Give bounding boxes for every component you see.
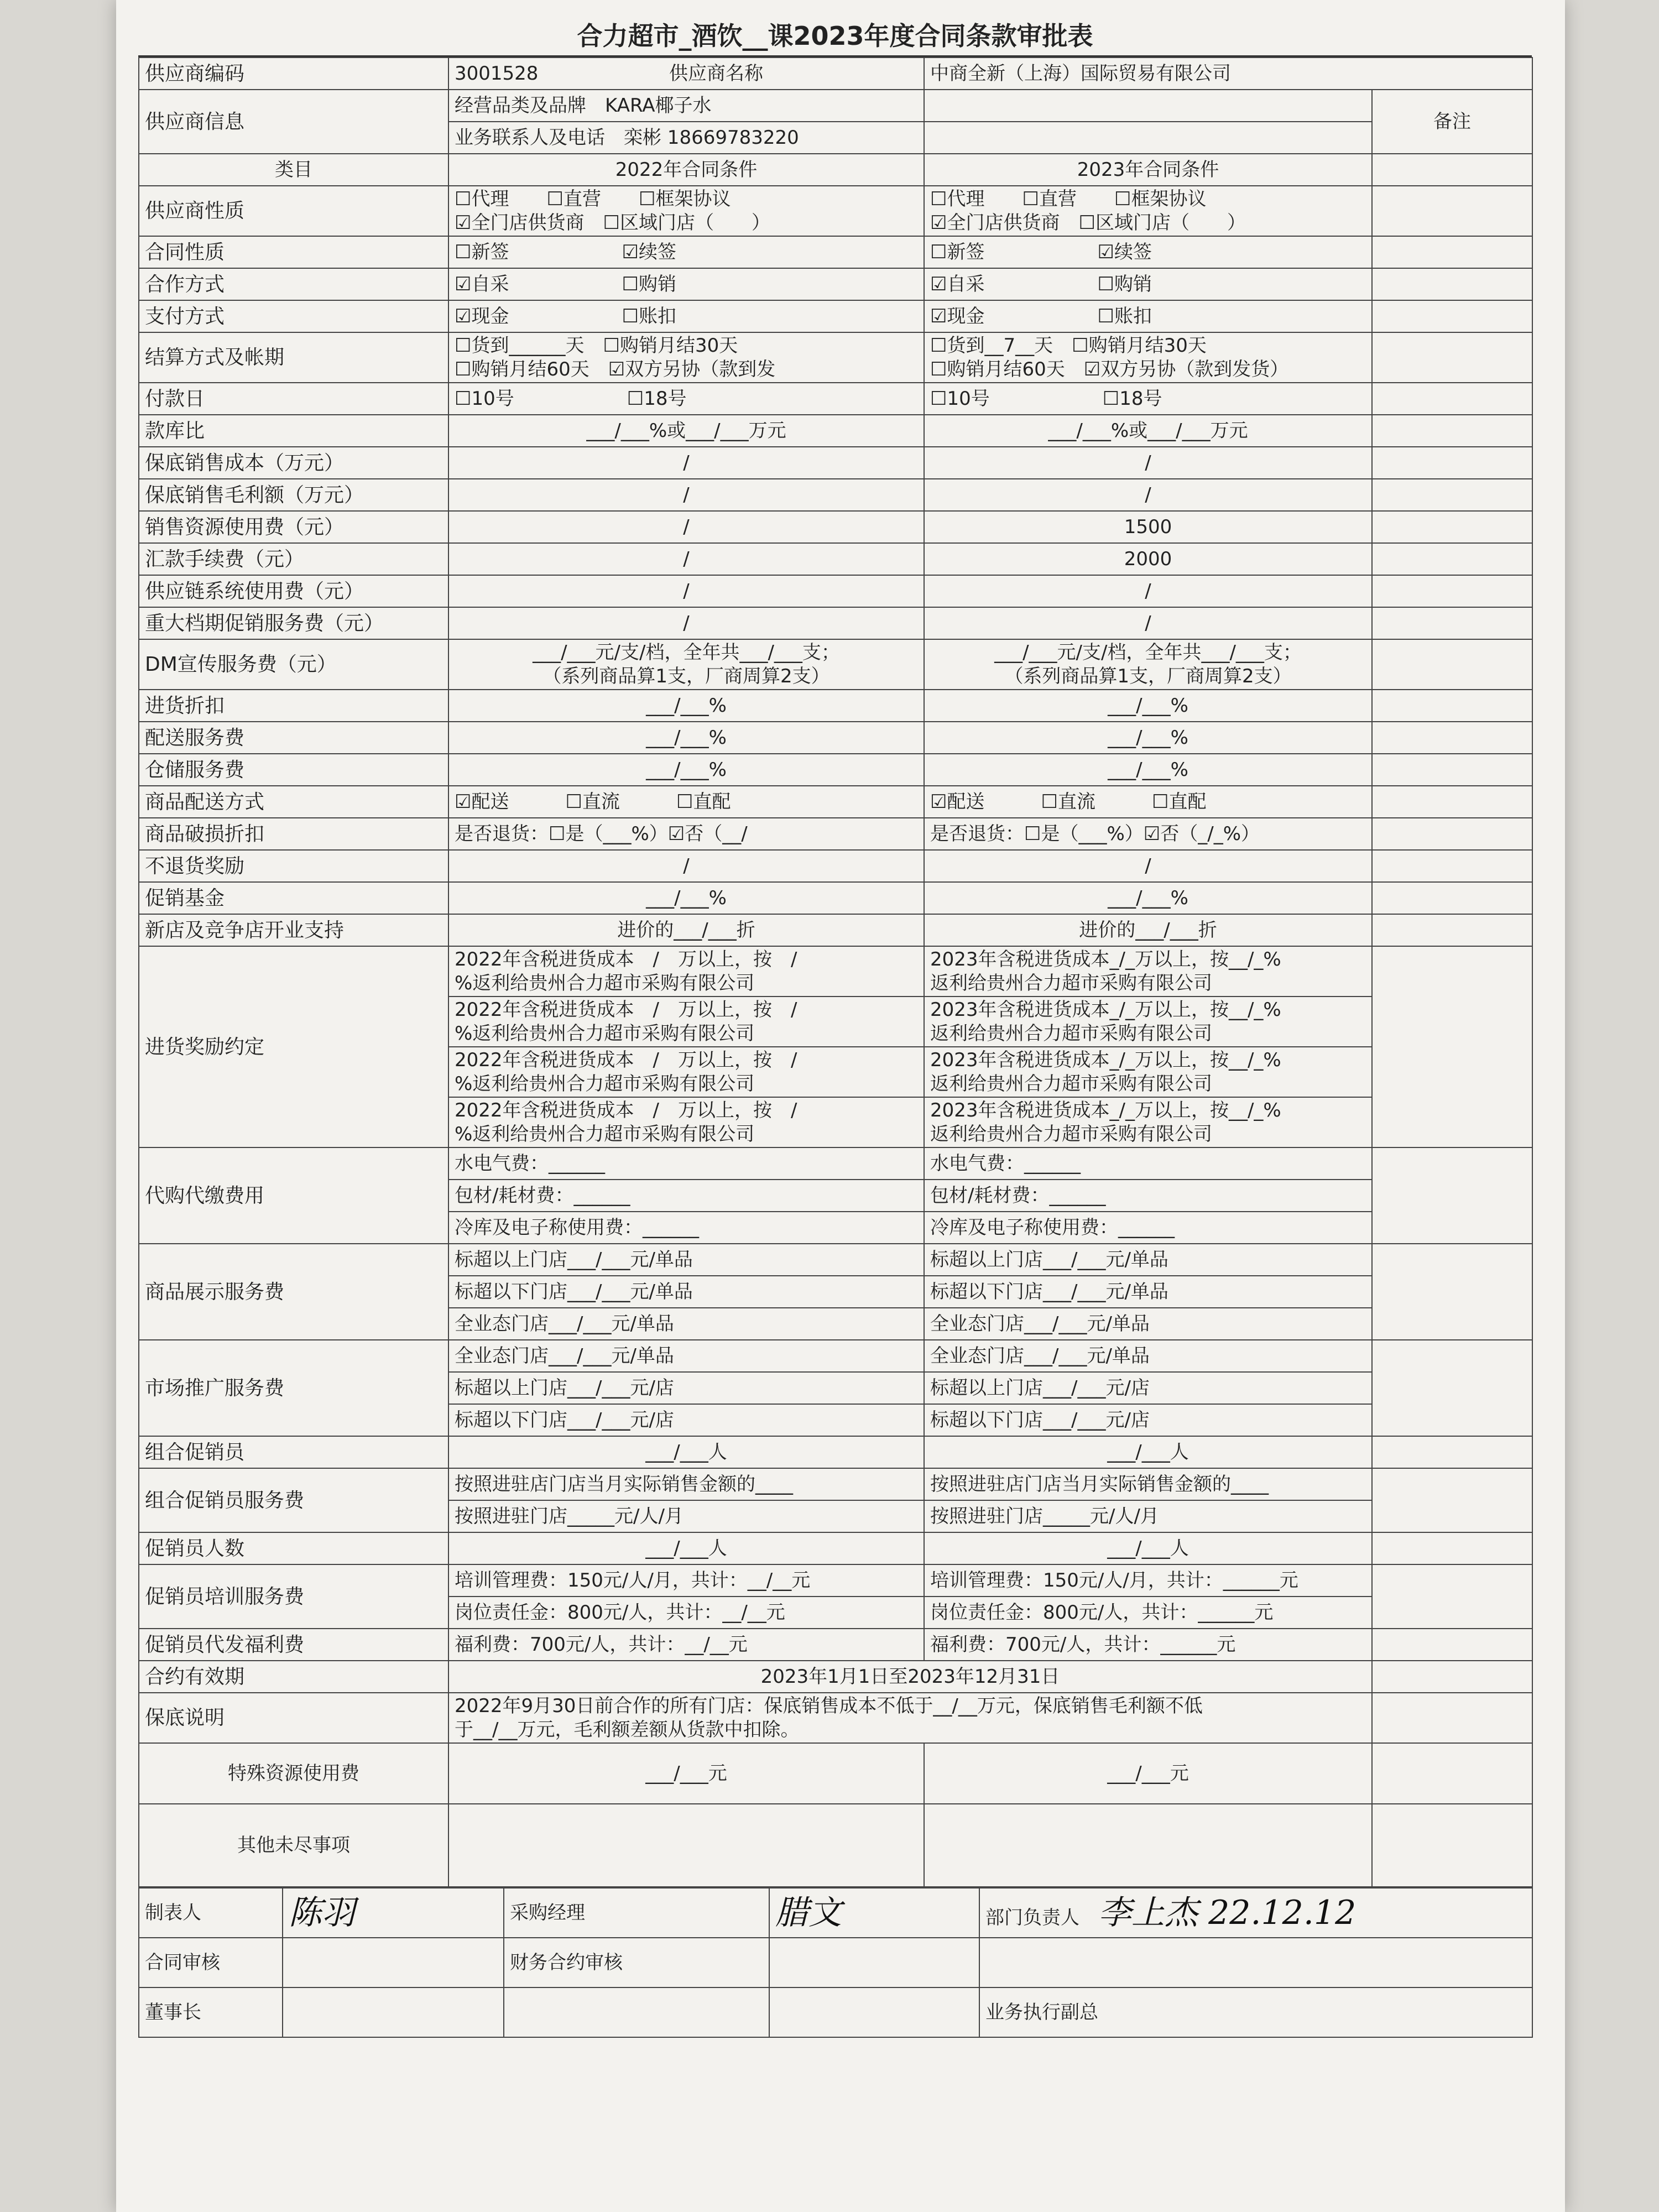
- delivery-mode-label: 商品配送方式: [139, 786, 448, 818]
- display-2022-b: 标超以下门店___/___元/单品: [448, 1276, 924, 1308]
- guarantee-line1: 2022年9月30日前合作的所有门店：保底销售成本不低于__/__万元，保底销售毛利额不低: [455, 1695, 1203, 1717]
- display-label: 商品展示服务费: [139, 1244, 448, 1340]
- promo-major-2023: /: [924, 607, 1372, 639]
- rebate-2022-line2: %返利给贵州合力超市采购有限公司: [455, 1072, 755, 1095]
- proxy-2022-a: 水电气费：______: [448, 1147, 924, 1180]
- welfare-2023: 福利费：700元/人，共计：______元: [924, 1629, 1372, 1661]
- contract-review-label: 合同审核: [139, 1938, 283, 1987]
- resource-2023: 1500: [924, 511, 1372, 543]
- damage-label: 商品破损折扣: [139, 818, 448, 850]
- contact-value: 栾彬 18669783220: [624, 126, 799, 149]
- other-2022: [448, 1804, 924, 1887]
- damage-2023: 是否退货：☐是（___%）☑否（_/_%）: [924, 818, 1372, 850]
- combo-fee-2022-b: 按照进驻门店_____元/人/月: [448, 1500, 924, 1532]
- supply-chain-label: 供应链系统使用费（元）: [139, 575, 448, 607]
- min-cost-2022: /: [448, 447, 924, 479]
- payday-2023: ☐10号 ☐18号: [924, 383, 1372, 415]
- damage-2022: 是否退货：☐是（___%）☑否（__/: [448, 818, 924, 850]
- market-2023-b: 标超以上门店___/___元/店: [924, 1372, 1372, 1404]
- new-store-2023: 进价的___/___折: [924, 914, 1372, 946]
- supply-chain-2023: /: [924, 575, 1372, 607]
- proxy-2022-b: 包材/耗材费：______: [448, 1180, 924, 1212]
- remit-2022: /: [448, 543, 924, 575]
- display-2023-c: 全业态门店___/___元/单品: [924, 1308, 1372, 1340]
- combo-fee-2023-a: 按照进驻店门店当月实际销售金额的____: [924, 1468, 1372, 1500]
- supplier-name-label: 供应商名称: [669, 62, 763, 85]
- min-margin-label: 保底销售毛利额（万元）: [139, 479, 448, 511]
- settle-2023-line2: ☐购销月结60天 ☑双方另协（款到发货）: [930, 358, 1289, 380]
- remit-label: 汇款手续费（元）: [139, 543, 448, 575]
- rebate-2023-line1: 2023年含税进货成本_/_万以上，按__/_%: [930, 999, 1281, 1021]
- welfare-label: 促销员代发福利费: [139, 1629, 448, 1661]
- nature-2022-line2: ☑全门店供货商 ☐区域门店（ ）: [455, 211, 770, 234]
- promoters-label: 促销员人数: [139, 1532, 448, 1564]
- promoters-2022: ___/___人: [448, 1532, 924, 1564]
- nature-2023-line1: ☐代理 ☐直营 ☐框架协议: [930, 188, 1207, 210]
- special-2023: ___/___元: [924, 1743, 1372, 1804]
- training-2023-a: 培训管理费：150元/人/月，共计：______元: [924, 1564, 1372, 1597]
- vp-label: 业务执行副总: [979, 1987, 1532, 2037]
- min-margin-2022: /: [448, 479, 924, 511]
- dm-2023-line2: （系列商品算1支，厂商周算2支）: [1004, 665, 1292, 687]
- paper-sheet: [116, 0, 1565, 2212]
- storage-label: 仓储服务费: [139, 754, 448, 786]
- training-2022-a: 培训管理费：150元/人/月，共计：__/__元: [448, 1564, 924, 1597]
- display-2023-b: 标超以下门店___/___元/单品: [924, 1276, 1372, 1308]
- rebate-2023-line1: 2023年含税进货成本_/_万以上，按__/_%: [930, 1049, 1281, 1071]
- rebate-label: 进货奖励约定: [139, 946, 448, 1147]
- contract-label: 合同性质: [139, 236, 448, 268]
- pay-2022: ☑现金 ☐账扣: [448, 300, 924, 332]
- finance-review-label: 财务合约审核: [504, 1938, 769, 1987]
- market-2023-a: 全业态门店___/___元/单品: [924, 1340, 1372, 1372]
- guarantee-label: 保底说明: [139, 1693, 448, 1743]
- supplier-info-label: 供应商信息: [139, 90, 448, 154]
- combo-fee-label: 组合促销员服务费: [139, 1468, 448, 1532]
- market-2022-c: 标超以下门店___/___元/店: [448, 1404, 924, 1436]
- validity-value: 2023年1月1日至2023年12月31日: [448, 1661, 1372, 1693]
- rebate-2022-line1: 2022年含税进货成本 / 万以上，按 /: [455, 948, 797, 971]
- payday-2022: ☐10号 ☐18号: [448, 383, 924, 415]
- coop-label: 合作方式: [139, 268, 448, 300]
- new-store-2022: 进价的___/___折: [448, 914, 924, 946]
- market-2023-c: 标超以下门店___/___元/店: [924, 1404, 1372, 1436]
- delivery-fee-2023: ___/___%: [924, 722, 1372, 754]
- market-2022-a: 全业态门店___/___元/单品: [448, 1340, 924, 1372]
- coop-2023: ☑自采 ☐购销: [924, 268, 1372, 300]
- contract-2022: ☐新签 ☑续签: [448, 236, 924, 268]
- market-2022-b: 标超以上门店___/___元/店: [448, 1372, 924, 1404]
- discount-2023: ___/___%: [924, 690, 1372, 722]
- rebate-2022-line1: 2022年含税进货成本 / 万以上，按 /: [455, 1049, 797, 1071]
- signature-table: [138, 1887, 1533, 2038]
- promoters-2023: ___/___人: [924, 1532, 1372, 1564]
- rebate-2023-line2: 返利给贵州合力超市采购有限公司: [930, 972, 1212, 994]
- training-2022-b: 岗位责任金：800元/人，共计：__/__元: [448, 1597, 924, 1629]
- delivery-mode-2022: ☑配送 ☐直流 ☐直配: [448, 786, 924, 818]
- settle-label: 结算方式及帐期: [139, 332, 448, 383]
- supplier-code: 3001528: [455, 62, 539, 85]
- resource-label: 销售资源使用费（元）: [139, 511, 448, 543]
- discount-2022: ___/___%: [448, 690, 924, 722]
- dept-head-label: 部门负责人: [985, 1906, 1079, 1929]
- form-title: 合力超市_酒饮__课2023年度合同条款审批表: [138, 17, 1532, 57]
- no-return-2022: /: [448, 850, 924, 882]
- special-2022: ___/___元: [448, 1743, 924, 1804]
- purchase-mgr-label: 采购经理: [504, 1888, 769, 1938]
- proxy-label: 代购代缴费用: [139, 1147, 448, 1244]
- display-2022-a: 标超以上门店___/___元/单品: [448, 1244, 924, 1276]
- other-2023: [924, 1804, 1372, 1887]
- combo-fee-2023-b: 按照进驻门店_____元/人/月: [924, 1500, 1372, 1532]
- purchase-mgr-signature: 腊文: [769, 1888, 979, 1938]
- proxy-2023-c: 冷库及电子称使用费：______: [924, 1212, 1372, 1244]
- rebate-2022-line2: %返利给贵州合力超市采购有限公司: [455, 1022, 755, 1045]
- proxy-2022-c: 冷库及电子称使用费：______: [448, 1212, 924, 1244]
- min-cost-2023: /: [924, 447, 1372, 479]
- nature-2023-line2: ☑全门店供货商 ☐区域门店（ ）: [930, 211, 1246, 234]
- rebate-2022-line1: 2022年含税进货成本 / 万以上，按 /: [455, 999, 797, 1021]
- rebate-2023-line1: 2023年含税进货成本_/_万以上，按__/_%: [930, 1099, 1281, 1121]
- settle-2023-line1: ☐货到__7__天 ☐购销月结30天: [930, 335, 1207, 357]
- supplier-code-label: 供应商编码: [139, 58, 448, 90]
- category-header: 类目: [139, 154, 448, 186]
- display-2023-a: 标超以上门店___/___元/单品: [924, 1244, 1372, 1276]
- welfare-2022: 福利费：700元/人，共计：__/__元: [448, 1629, 924, 1661]
- combo-fee-2022-a: 按照进驻店门店当月实际销售金额的____: [448, 1468, 924, 1500]
- combo-label: 组合促销员: [139, 1436, 448, 1468]
- settle-2022-line2: ☐购销月结60天 ☑双方另协（款到发: [455, 358, 776, 380]
- nature-label: 供应商性质: [139, 186, 448, 236]
- special-label: 特殊资源使用费: [139, 1743, 448, 1804]
- maker-signature: 陈羽: [283, 1888, 504, 1938]
- new-store-label: 新店及竞争店开业支持: [139, 914, 448, 946]
- rebate-2022-line1: 2022年含税进货成本 / 万以上，按 /: [455, 1099, 797, 1121]
- guarantee-line2: 于__/__万元，毛利额差额从货款中扣除。: [455, 1718, 800, 1741]
- dm-label: DM宣传服务费（元）: [139, 639, 448, 690]
- rebate-2023-line2: 返利给贵州合力超市采购有限公司: [930, 1072, 1212, 1095]
- nature-2022-line1: ☐代理 ☐直营 ☐框架协议: [455, 188, 731, 210]
- training-label: 促销员培训服务费: [139, 1564, 448, 1629]
- proxy-2023-a: 水电气费：______: [924, 1147, 1372, 1180]
- combo-2023: ___/___人: [924, 1436, 1372, 1468]
- promo-major-label: 重大档期促销服务费（元）: [139, 607, 448, 639]
- promo-fund-2022: ___/___%: [448, 882, 924, 914]
- rebate-2022-line2: %返利给贵州合力超市采购有限公司: [455, 972, 755, 994]
- category-label: 经营品类及品牌: [455, 94, 586, 117]
- coop-2022: ☑自采 ☐购销: [448, 268, 924, 300]
- payday-label: 付款日: [139, 383, 448, 415]
- no-return-label: 不退货奖励: [139, 850, 448, 882]
- min-cost-label: 保底销售成本（万元）: [139, 447, 448, 479]
- pay-label: 支付方式: [139, 300, 448, 332]
- promo-fund-label: 促销基金: [139, 882, 448, 914]
- remarks-label: 备注: [1372, 90, 1532, 154]
- resource-2022: /: [448, 511, 924, 543]
- discount-label: 进货折扣: [139, 690, 448, 722]
- approval-form: [138, 17, 1532, 2038]
- display-2022-c: 全业态门店___/___元/单品: [448, 1308, 924, 1340]
- training-2023-b: 岗位责任金：800元/人，共计：______元: [924, 1597, 1372, 1629]
- category-value: KARA椰子水: [605, 94, 712, 117]
- stock-2022: ___/___%或___/___万元: [448, 415, 924, 447]
- delivery-fee-2022: ___/___%: [448, 722, 924, 754]
- market-label: 市场推广服务费: [139, 1340, 448, 1436]
- delivery-mode-2023: ☑配送 ☐直流 ☐直配: [924, 786, 1372, 818]
- dm-2022-line2: （系列商品算1支，厂商周算2支）: [542, 665, 830, 687]
- rebate-2023-line2: 返利给贵州合力超市采购有限公司: [930, 1022, 1212, 1045]
- contract-2023: ☐新签 ☑续签: [924, 236, 1372, 268]
- promo-major-2022: /: [448, 607, 924, 639]
- stock-label: 款库比: [139, 415, 448, 447]
- pay-2023: ☑现金 ☐账扣: [924, 300, 1372, 332]
- combo-2022: ___/___人: [448, 1436, 924, 1468]
- header-2023: 2023年合同条件: [924, 154, 1372, 186]
- min-margin-2023: /: [924, 479, 1372, 511]
- stock-2023: ___/___%或___/___万元: [924, 415, 1372, 447]
- supplier-name: 中商全新（上海）国际贸易有限公司: [924, 58, 1532, 90]
- rebate-2023-line2: 返利给贵州合力超市采购有限公司: [930, 1123, 1212, 1145]
- proxy-2023-b: 包材/耗材费：______: [924, 1180, 1372, 1212]
- dm-2022-line1: ___/___元/支/档，全年共___/___支；: [533, 641, 840, 664]
- supply-chain-2022: /: [448, 575, 924, 607]
- chairman-label: 董事长: [139, 1987, 283, 2037]
- remit-2023: 2000: [924, 543, 1372, 575]
- settle-2022-line1: ☐货到______天 ☐购销月结30天: [455, 335, 738, 357]
- other-label: 其他未尽事项: [139, 1804, 448, 1887]
- dm-2023-line1: ___/___元/支/档，全年共___/___支；: [994, 641, 1302, 664]
- contact-label: 业务联系人及电话: [455, 126, 605, 149]
- rebate-2023-line1: 2023年含税进货成本_/_万以上，按__/_%: [930, 948, 1281, 971]
- validity-label: 合约有效期: [139, 1661, 448, 1693]
- storage-2023: ___/___%: [924, 754, 1372, 786]
- dept-head-signature: 李上杰 22.12.12: [1098, 1893, 1357, 1932]
- approval-table: [138, 57, 1533, 1887]
- no-return-2023: /: [924, 850, 1372, 882]
- rebate-2022-line2: %返利给贵州合力超市采购有限公司: [455, 1123, 755, 1145]
- header-2022: 2022年合同条件: [448, 154, 924, 186]
- promo-fund-2023: ___/___%: [924, 882, 1372, 914]
- storage-2022: ___/___%: [448, 754, 924, 786]
- maker-label: 制表人: [139, 1888, 283, 1938]
- delivery-fee-label: 配送服务费: [139, 722, 448, 754]
